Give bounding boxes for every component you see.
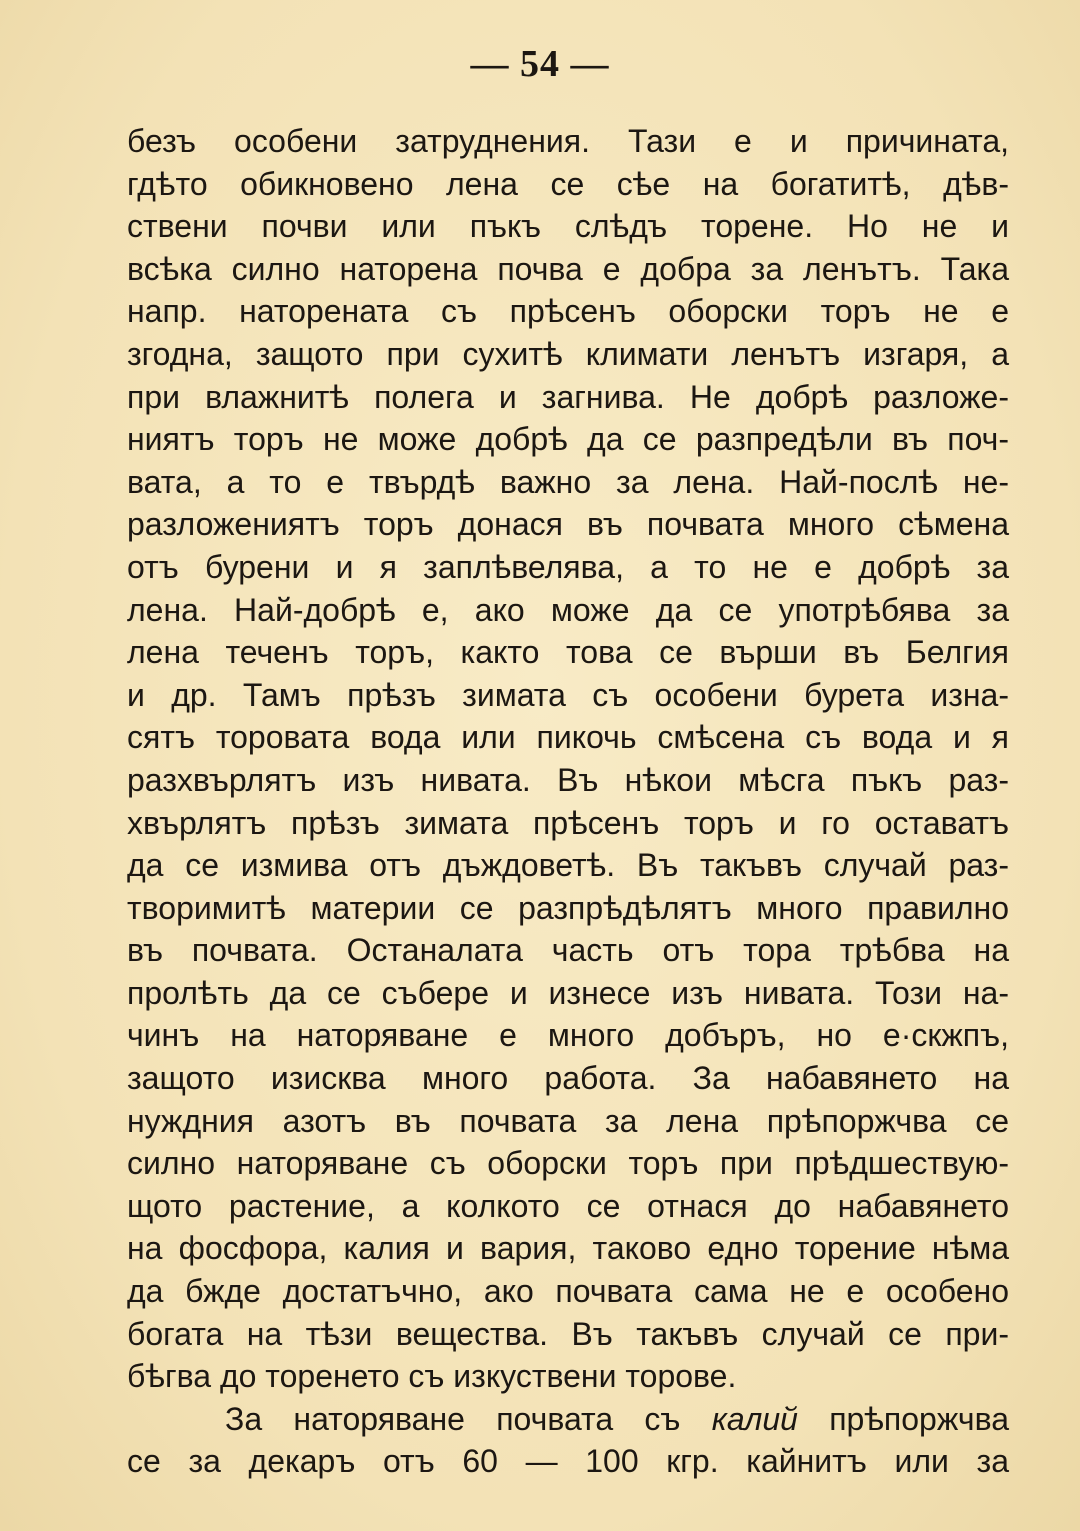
text-line: ниятъ торъ не може добрѣ да се разпредѣли въ поч- (127, 421, 1009, 458)
text-line: пролѣть да се събере и изнесе изъ нивата. Този на- (127, 974, 1009, 1011)
text-line (127, 1398, 1009, 1441)
text-line: нуждния азотъ въ почвата за лена прѣпоржчва се (127, 1102, 1009, 1139)
text-line: защото изисква много работа. За набавянето на (127, 1060, 1009, 1097)
text-line: разхвърлятъ изъ нивата. Въ нѣкои мѣсга пъкъ раз- (127, 761, 1009, 798)
text-line: гдѣто обикновено лена се сѣе на богатитѣ, дѣв- (127, 165, 1009, 202)
text-run: За наторяване почвата съ (225, 1400, 712, 1437)
text-line: безъ особени затруднения. Тази е и причината, (127, 123, 1009, 159)
text-line: бѣгва до торенето съ изкуствени торове. (127, 1358, 737, 1395)
text-line: отъ бурени и я заплѣвелява, а то не е добрѣ за (127, 548, 1009, 585)
text-line: разложениятъ торъ донася въ почвата много сѣмена (127, 506, 1009, 543)
text-line: всѣка силно наторена почва е добра за ленътъ. Така (127, 250, 1009, 287)
text-line: се за декаръ отъ 60 — 100 кгр. кайнитъ или за (127, 1443, 1009, 1480)
text-line: ствени почви или пъкъ слѣдъ торене. Но не и (127, 208, 1009, 245)
text-line: и др. Тамъ прѣзъ зимата съ особени бурета изна- (127, 676, 1009, 713)
text-line: въ почвата. Останалата часть отъ тора трѣбва на (127, 932, 1009, 969)
text-line: напр. наторената съ прѣсенъ оборски торъ не е (127, 293, 1009, 330)
text-line: щото растение, а колкото се отнася до набавянето (127, 1187, 1009, 1224)
text-line: при влажнитѣ полега и загнива. Не добрѣ разложе- (127, 378, 1009, 415)
text-line: чинъ на наторяване е много добъръ, но е·скжпъ, (127, 1017, 1009, 1054)
page-number: — 54 — (470, 43, 610, 85)
paragraph (127, 120, 1009, 1398)
text-line: сятъ торовата вода или пикочь смѣсена съ вода и я (127, 719, 1009, 756)
text-line: творимитѣ материи се разпрѣдѣлятъ много правилно (127, 889, 1009, 926)
paragraph (127, 1398, 1009, 1483)
text-line: богата на тѣзи вещества. Въ такъвъ случай се при- (127, 1315, 1009, 1352)
text-line: силно наторяване съ оборски торъ при прѣдшествую- (127, 1145, 1009, 1182)
body-text (127, 120, 1009, 1483)
text-line: згодна, защото при сухитѣ климати ленътъ изгаря, а (127, 335, 1009, 372)
text-line: лена. Най-добрѣ е, ако може да се употрѣбява за (127, 591, 1009, 628)
text-line: да се измива отъ дъждоветѣ. Въ такъвъ случай раз- (127, 847, 1009, 884)
text-line: хвърлятъ прѣзъ зимата прѣсенъ торъ и го оставатъ (127, 804, 1009, 841)
text-line: вата, а то е твърдѣ важно за лена. Най-послѣ не- (127, 463, 1009, 500)
text-line: да бжде достатъчно, ако почвата сама не е особено (127, 1273, 1009, 1310)
text-run: прѣпоржчва (797, 1400, 1010, 1437)
text-line: на фосфора, калия и вария, таково едно торение нѣма (127, 1230, 1009, 1267)
text-line: лена теченъ торъ, както това се върши въ Белгия (127, 634, 1009, 671)
italic-word: калий (711, 1400, 798, 1437)
